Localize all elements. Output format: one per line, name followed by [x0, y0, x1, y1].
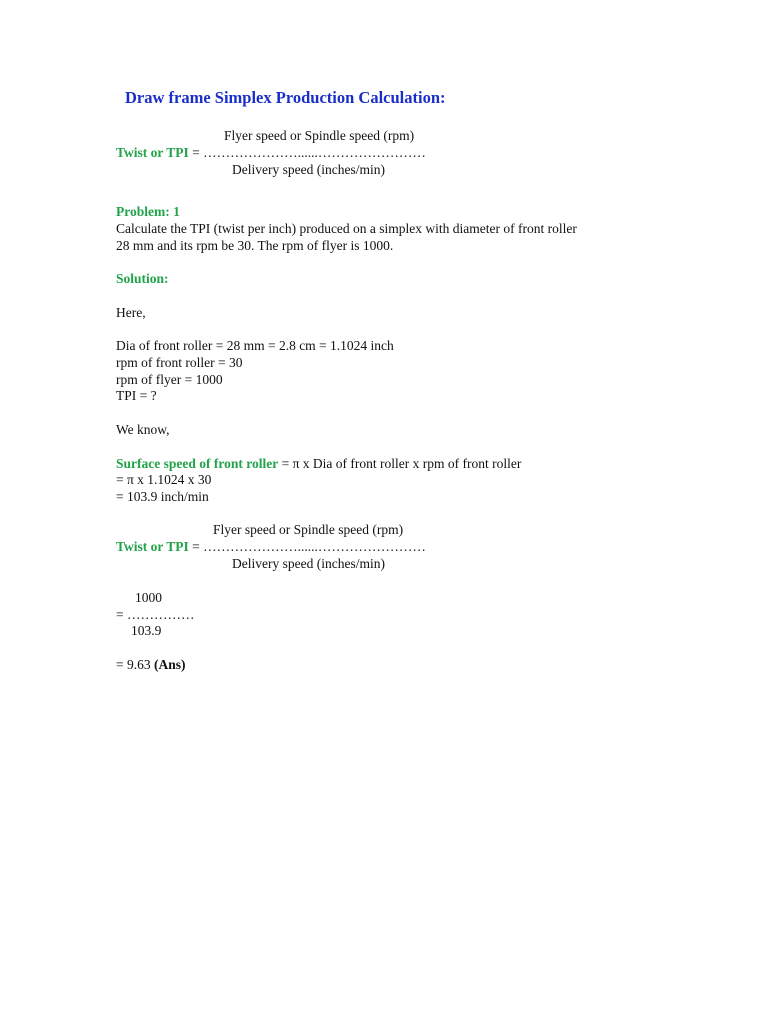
formula1-label: Twist or TPI	[116, 145, 189, 160]
problem-heading: Problem: 1	[116, 204, 180, 219]
problem-text-line2: 28 mm and its rpm be 30. The rpm of flyer is 1000.	[116, 238, 394, 253]
solution-here: Here,	[116, 305, 146, 320]
formula2-line	[116, 538, 426, 555]
surface-speed-formula: = π x Dia of front roller x rpm of front roller	[278, 456, 522, 471]
solution-heading: Solution:	[116, 271, 169, 286]
formula2-denominator: Delivery speed (inches/min)	[232, 556, 385, 571]
surface-speed-step1: = π x 1.1024 x 30	[116, 472, 212, 487]
we-know: We know,	[116, 422, 170, 437]
document-title: Draw frame Simplex Production Calculation:	[125, 88, 446, 107]
formula2-numerator: Flyer speed or Spindle speed (rpm)	[213, 522, 404, 537]
formula2-label: Twist or TPI	[116, 539, 189, 554]
given-line: Dia of front roller = 28 mm = 2.8 cm = 1.1024 inch	[116, 338, 394, 353]
surface-speed-label: Surface speed of front roller	[116, 456, 279, 471]
answer-label: (Ans)	[154, 657, 186, 672]
formula1-denominator: Delivery speed (inches/min)	[232, 162, 385, 177]
fraction-denominator: 103.9	[131, 623, 162, 638]
given-line: rpm of flyer = 1000	[116, 372, 223, 387]
surface-speed-line	[116, 455, 521, 472]
formula2-dots: = …………………......……………………	[188, 539, 426, 554]
fraction-numerator: 1000	[135, 590, 162, 605]
formula1-line	[116, 144, 426, 161]
formula1-dots: = …………………......……………………	[188, 145, 426, 160]
problem-text-line1: Calculate the TPI (twist per inch) produced on a simplex with diameter of front roller	[116, 221, 577, 236]
given-line: rpm of front roller = 30	[116, 355, 243, 370]
answer-line	[116, 656, 186, 673]
given-line: TPI = ?	[116, 388, 157, 403]
answer-value: = 9.63	[116, 657, 154, 672]
surface-speed-step2: = 103.9 inch/min	[116, 489, 209, 504]
formula1-numerator: Flyer speed or Spindle speed (rpm)	[224, 128, 415, 143]
fraction-dots: = ……………	[116, 607, 195, 622]
